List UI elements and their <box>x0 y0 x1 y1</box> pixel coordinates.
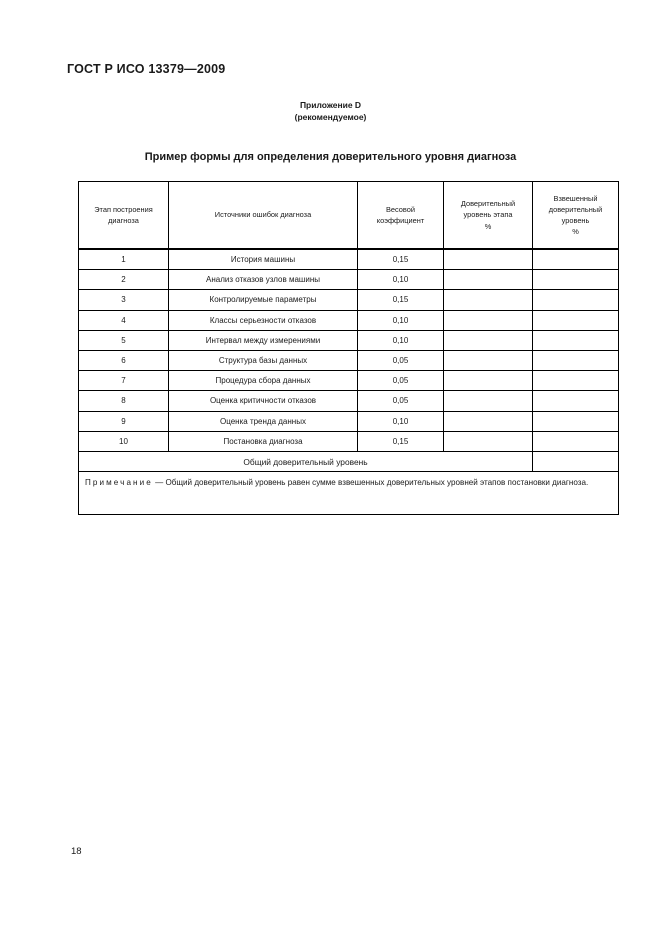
cell-source: Структура базы данных <box>169 350 358 370</box>
standard-header: ГОСТ Р ИСО 13379—2009 <box>67 62 226 76</box>
table-row <box>79 290 619 310</box>
cell-confidence[interactable] <box>444 431 533 451</box>
header-line: Этап построения <box>94 204 153 214</box>
cell-weight: 0,05 <box>358 391 444 411</box>
table-row <box>79 411 619 431</box>
cell-weight: 0,10 <box>358 330 444 350</box>
cell-weighted[interactable] <box>533 371 619 391</box>
note-cell <box>79 472 619 515</box>
column-header-confidence <box>444 182 533 250</box>
column-header-source <box>169 182 358 250</box>
cell-weighted[interactable] <box>533 431 619 451</box>
diagnosis-confidence-table <box>78 181 619 515</box>
header-line: коэффициент <box>376 216 425 225</box>
note-label: Примечание <box>85 478 153 488</box>
cell-stage: 5 <box>79 330 169 350</box>
header-line: Источники ошибок диагноза <box>214 210 312 220</box>
header-line: % <box>484 221 492 231</box>
cell-confidence[interactable] <box>444 330 533 350</box>
table-row <box>79 249 619 270</box>
cell-weight: 0,05 <box>358 371 444 391</box>
page-number: 18 <box>71 846 82 857</box>
cell-stage: 2 <box>79 270 169 290</box>
cell-weight: 0,15 <box>358 249 444 270</box>
table-row <box>79 391 619 411</box>
column-header-weight <box>358 182 444 250</box>
header-line: Доверительный <box>460 199 516 209</box>
header-line: доверительный <box>548 204 603 214</box>
header-line: % <box>572 227 579 237</box>
cell-confidence[interactable] <box>444 310 533 330</box>
cell-weighted[interactable] <box>533 411 619 431</box>
form-table-container <box>78 181 613 515</box>
note-text: — Общий доверительный уровень равен сумме взвешенных доверительных уровней этапов постановки диагноза. <box>152 478 589 488</box>
cell-weighted[interactable] <box>533 290 619 310</box>
annex-subtitle: (рекомендуемое) <box>294 112 367 123</box>
cell-stage: 4 <box>79 310 169 330</box>
table-header-row <box>79 182 619 250</box>
form-title: Пример формы для определения доверительного уровня диагноза <box>144 151 517 163</box>
cell-stage: 7 <box>79 371 169 391</box>
cell-confidence[interactable] <box>444 270 533 290</box>
cell-weight: 0,10 <box>358 411 444 431</box>
cell-confidence[interactable] <box>444 350 533 370</box>
cell-stage: 3 <box>79 290 169 310</box>
total-row <box>79 451 619 472</box>
cell-source: Постановка диагноза <box>169 431 358 451</box>
cell-weighted[interactable] <box>533 310 619 330</box>
table-header <box>79 182 619 250</box>
cell-source: Контролируемые параметры <box>169 290 358 310</box>
cell-weight: 0,15 <box>358 290 444 310</box>
header-line: диагноза <box>108 216 139 225</box>
cell-weighted[interactable] <box>533 270 619 290</box>
table-row <box>79 310 619 330</box>
total-label: Общий доверительный уровень <box>79 451 533 472</box>
cell-confidence[interactable] <box>444 371 533 391</box>
table-row <box>79 431 619 451</box>
cell-weight: 0,10 <box>358 310 444 330</box>
cell-source: Процедура сбора данных <box>169 371 358 391</box>
cell-weight: 0,15 <box>358 431 444 451</box>
cell-confidence[interactable] <box>444 391 533 411</box>
cell-stage: 10 <box>79 431 169 451</box>
cell-source: Интервал между измерениями <box>169 330 358 350</box>
cell-weighted[interactable] <box>533 350 619 370</box>
cell-stage: 6 <box>79 350 169 370</box>
header-line: Взвешенный <box>553 193 598 203</box>
cell-source: Оценка тренда данных <box>169 411 358 431</box>
total-value[interactable] <box>533 451 619 472</box>
cell-weighted[interactable] <box>533 391 619 411</box>
column-header-weighted-confidence <box>533 182 619 250</box>
cell-weight: 0,05 <box>358 350 444 370</box>
column-header-stage <box>79 182 169 250</box>
header-line: Весовой <box>385 204 415 214</box>
table-row <box>79 270 619 290</box>
cell-confidence[interactable] <box>444 249 533 270</box>
header-line: уровень этапа <box>463 210 513 220</box>
table-row <box>79 330 619 350</box>
cell-source: Оценка критичности отказов <box>169 391 358 411</box>
cell-weighted[interactable] <box>533 330 619 350</box>
annex-block <box>0 99 661 124</box>
table-row <box>79 350 619 370</box>
table-row <box>79 371 619 391</box>
header-line: уровень <box>561 216 590 225</box>
cell-source: История машины <box>169 249 358 270</box>
cell-stage: 9 <box>79 411 169 431</box>
cell-confidence[interactable] <box>444 290 533 310</box>
table-body <box>79 249 619 515</box>
cell-confidence[interactable] <box>444 411 533 431</box>
cell-stage: 1 <box>79 249 169 270</box>
cell-weight: 0,10 <box>358 270 444 290</box>
note-row <box>79 472 619 515</box>
cell-weighted[interactable] <box>533 249 619 270</box>
cell-source: Анализ отказов узлов машины <box>169 270 358 290</box>
cell-source: Классы серьезности отказов <box>169 310 358 330</box>
annex-title: Приложение D <box>299 100 362 110</box>
cell-stage: 8 <box>79 391 169 411</box>
